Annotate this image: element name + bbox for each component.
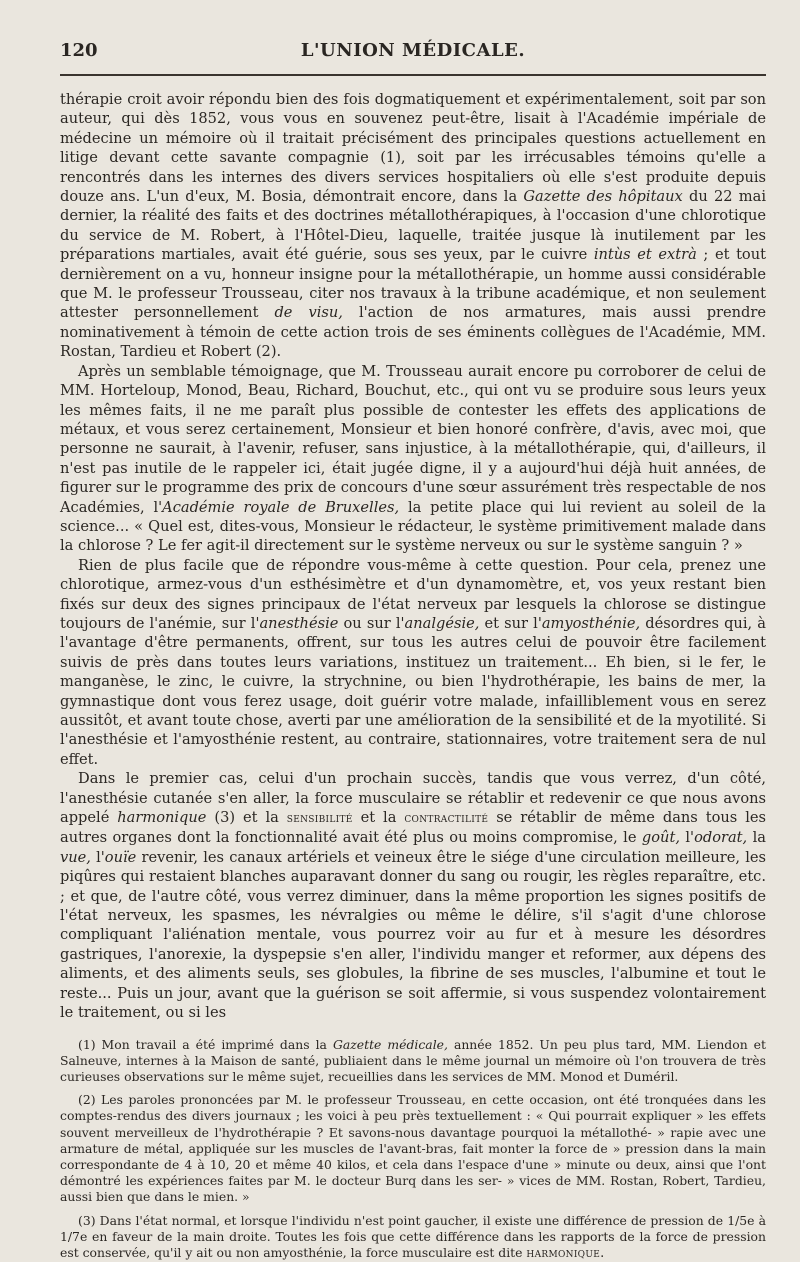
- text-run: amyosthénie,: [542, 615, 640, 632]
- footnote-text-run: (1) Mon travail a été imprimé dans la: [78, 1037, 333, 1052]
- text-run: l'action de nos armatures, mais aussi prendre nominativement à témoin de cette action trois de ses éminents collègues de l'Académie, MM. Rostan, Tardieu et Robert (2).: [60, 304, 766, 360]
- text-run: thérapie croit avoir répondu bien des fois dogmatiquement et expérimentalement, soit par son auteur, qui dès 1852, vous vous en souvenez peut-être, lisait à l'Académie impériale de médecine un mémoire où il traitait précisément des principales questions actuellement en litige devant cette savante compagnie (1), soit par les irrécusables témoins qu'elle a rencontrés dans les internes des divers services hospitaliers où elle s'est produite depuis douze ans. L'un d'eux, M. Bosia, démontrait encore, dans la: [60, 91, 766, 205]
- footnote-text-run: harmonique.: [526, 1246, 604, 1261]
- text-run: intùs et extrà: [594, 246, 697, 263]
- text-run: et sur l': [479, 615, 541, 632]
- text-run: sensibilité: [287, 811, 353, 826]
- page-number: 120: [60, 40, 98, 61]
- text-run: se rétablir de même dans tous les autres organes dont la fonctionnalité avait été plus ou moins compromise, le: [60, 809, 766, 846]
- paragraph: [60, 769, 766, 1022]
- text-run: la: [747, 829, 766, 846]
- paragraph: [60, 90, 766, 362]
- footnote-text-run: Gazette médicale,: [333, 1037, 448, 1052]
- text-run: contractilité: [404, 811, 488, 826]
- text-run: analgésie,: [405, 615, 480, 632]
- text-run: Gazette des hôpitaux: [523, 188, 682, 205]
- text-run: désordres qui, à l'avantage d'être permanents, offrent, sur tous les autres celui de pouvoir être facilement suivis de près dans toutes leurs variations, instituez un traitement... Eh bien, si le fer, le manganèse, le zinc, le cuivre, la strychnine, ou bien l'hydrothérapie, les bains de mer, la gymnastique dont vous ferez usage, doit guérir votre malade, infailliblement vous en serez aussitôt, et avant toute chose, averti par une amélioration de la sensibilité et de la myotilité. Si l'anesthésie et l'amyosthénie restent, au contraire, stationnaires, votre traitement sera de nul effet.: [60, 615, 766, 768]
- text-run: Académie royale de Bruxelles,: [162, 499, 399, 516]
- paragraph: [60, 556, 766, 769]
- footnote: [60, 1092, 766, 1205]
- footnotes: [60, 1037, 766, 1262]
- text-run: l': [91, 849, 105, 866]
- text-run: harmonique: [117, 809, 206, 826]
- footnote-text-run: (3) Dans l'état normal, et lorsque l'individu n'est point gaucher, il existe une différence de pression de 1/5e à 1/7e en faveur de la main droite. Toutes les fois que cette différence dans les rapports de la force de pression est conservée, qu'il y ait ou non amyosthénie, la force musculaire est dite: [60, 1213, 766, 1260]
- text-run: ouïe: [105, 849, 137, 866]
- text-run: anesthésie: [259, 615, 338, 632]
- text-run: revenir, les canaux artériels et veineux être le siége d'une circulation meilleure, les piqûres qui restaient blanches auparavant donner du sang ou rougir, les règles reparaître, etc. ; et que, de l'autre côté, vous verrez diminuer, dans la même proportion les signes positifs de l'état nerveux, les spasmes, les névralgies ou même le délire, s'il s'agit d'une chlorose compliquant l'aliénation mentale, vous pourrez voir au fur et à mesure les désordres gastriques, l'anorexie, la dyspepsie s'en aller, l'individu manger et reformer, aux dépens des aliments, et des aliments seuls, ses globules, la fibrine de ses muscles, l'albumine et tout le reste... Puis un jour, avant que la guérison se soit affermie, si vous suspendez volontairement le traitement, ou si les: [60, 849, 766, 1021]
- paragraph: [60, 362, 766, 556]
- footnote-text-run: année 1852. Un peu plus tard, MM. Liendon et Salneuve, internes à la Maison de santé, publiaient dans le même journal un mémoire où l'on trouvera de très curieuses observations sur le même sujet, recueillies dans les services de MM. Monod et Duméril.: [60, 1037, 766, 1084]
- text-run: du 22 mai dernier, la réalité des faits et des doctrines métallothérapiques, à l'occasion d'une chlorotique du service de M. Robert, à l'Hôtel-Dieu, laquelle, traitée jusque là inutilement par les préparations martiales, avait été guérie, sous ses yeux, par le cuivre: [60, 188, 766, 263]
- text-run: et la: [353, 809, 405, 826]
- text-run: goût,: [642, 829, 680, 846]
- text-run: la petite place qui lui revient au soleil de la science... « Quel est, dites-vous, Monsieur le rédacteur, le système primitivement malade dans la chlorose ? Le fer agit-il directement sur le système nerveux ou sur le système sanguin ? »: [60, 499, 766, 555]
- text-run: Dans le premier cas, celui d'un prochain succès, tandis que vous verrez, d'un côté, l'anesthésie cutanée s'en aller, la force musculaire se rétablir et redevenir ce que nous avons appelé: [60, 770, 766, 826]
- text-run: Après un semblable témoignage, que M. Trousseau aurait encore pu corroborer de celui de MM. Horteloup, Monod, Beau, Richard, Bouchut, etc., qui ont vu se produire sous leurs yeux les mêmes faits, il ne me paraît plus possible de contester les effets des applications de métaux, et vous serez certainement, Monsieur et bien honoré confrère, d'avis, avec moi, que personne ne saurait, à l'avenir, refuser, sans injustice, à la métallothérapie, qui, d'ailleurs, il n'est pas inutile de le rappeler ici, était jugée digne, il y a aujourd'hui déjà huit années, de figurer sur le programme des prix de concours d'une sœur assurément très respectable de nos Académies, l': [60, 363, 766, 516]
- body-text: [60, 90, 766, 1023]
- footnote-text-run: (2) Les paroles prononcées par M. le professeur Trousseau, en cette occasion, ont été tronquées dans les comptes-rendus des divers journaux ; les voici à peu près textuellement : « Qui pourrait expliquer » les effets souvent merveilleux de l'hydrothérapie ? Et savons-nous davantage pourquoi la métallothé- » rapie avec une armature de métal, appliquée sur les muscles de l'avant-bras, fait monter la force de » pression dans la main correspondante de 4 à 10, 20 et même 40 kilos, et cela dans l'espace d'une » minute ou deux, ainsi que l'ont démontré les expériences faites par M. le docteur Burq dans les ser- » vices de MM. Rostan, Robert, Tardieu, aussi bien que dans le mien. »: [60, 1092, 766, 1204]
- running-title: L'UNION MÉDICALE.: [60, 40, 766, 61]
- text-run: (3) et la: [206, 809, 286, 826]
- header-rule: [60, 74, 766, 76]
- text-run: odorat,: [694, 829, 747, 846]
- text-run: ; et tout dernièrement on a vu, honneur insigne pour la métallothérapie, un homme aussi considérable que M. le professeur Trousseau, citer nos travaux à la tribune académique, et non seulement attester personnellement: [60, 246, 766, 321]
- text-run: Rien de plus facile que de répondre vous-même à cette question. Pour cela, prenez une chlorotique, armez-vous d'un esthésimètre et d'un dynamomètre, et, vos yeux restant bien fixés sur deux des signes principaux de l'état nerveux par lesquels la chlorose se distingue toujours de l'anémie, sur l': [60, 557, 766, 632]
- text-run: l': [680, 829, 694, 846]
- footnote: [60, 1213, 766, 1262]
- text-run: de visu,: [274, 304, 342, 321]
- page-header: [60, 40, 766, 68]
- footnote: [60, 1037, 766, 1086]
- text-run: ou sur l': [338, 615, 404, 632]
- text-run: vue,: [60, 849, 91, 866]
